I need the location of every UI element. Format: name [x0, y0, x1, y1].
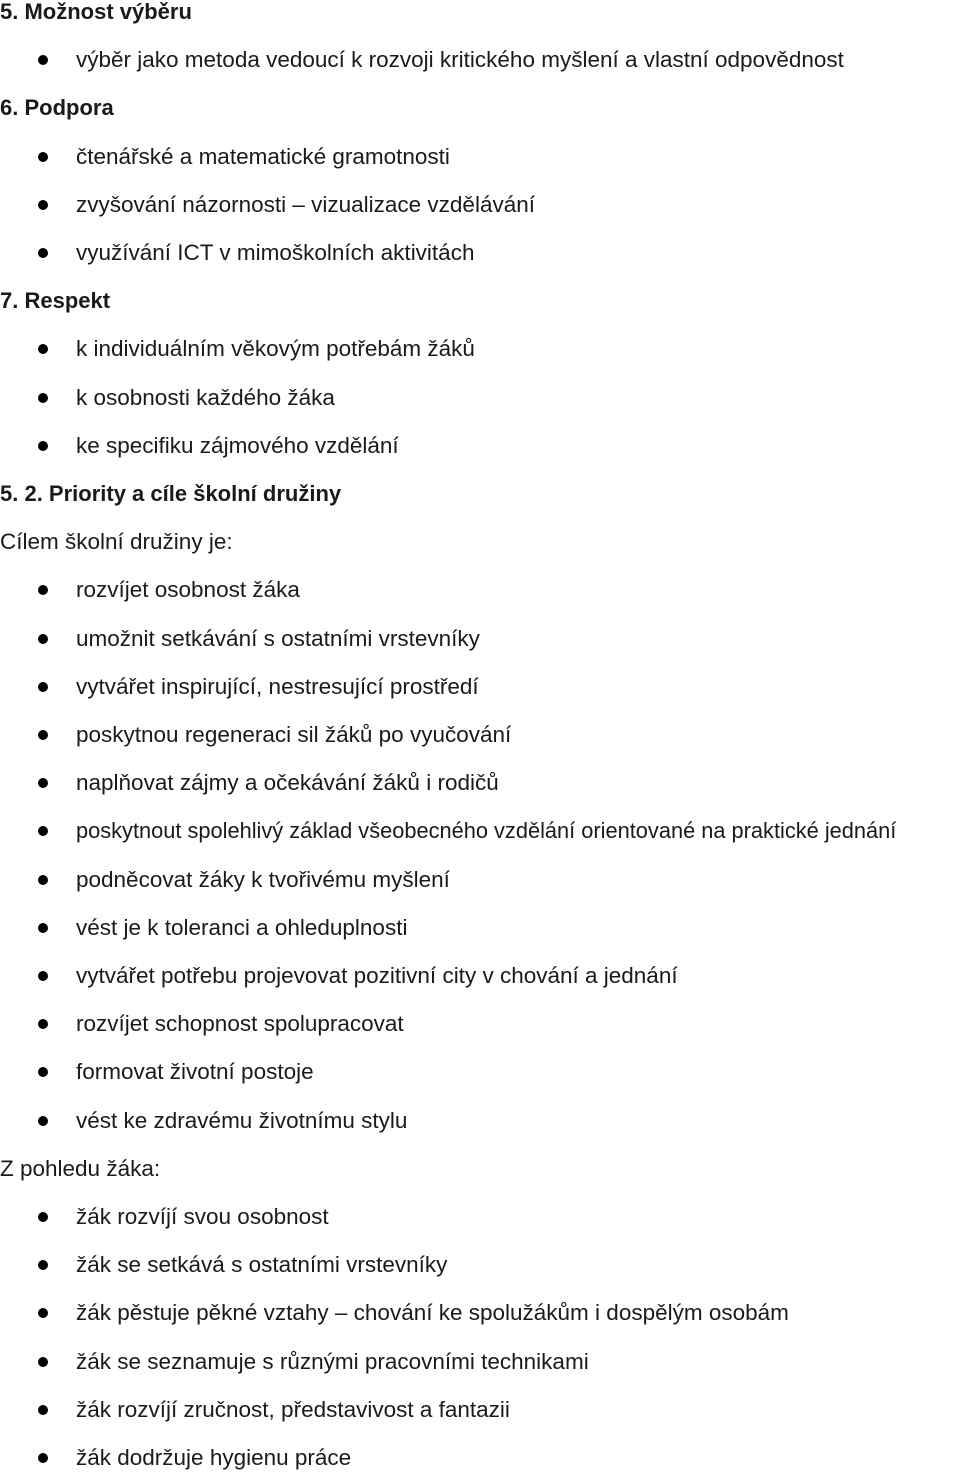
bullet-icon	[38, 200, 48, 210]
bullet-icon	[38, 971, 48, 981]
list-item-text: žák rozvíjí zručnost, představivost a fantazii	[76, 1397, 510, 1422]
list-item-text: poskytnout spolehlivý základ všeobecného vzdělání orientované na praktické jednání	[76, 818, 897, 843]
bullet-icon	[38, 1308, 48, 1318]
list-item-text: naplňovat zájmy a očekávání žáků i rodičů	[76, 770, 499, 795]
bullet-icon	[38, 55, 48, 65]
bullet-icon	[38, 875, 48, 885]
bullet-icon	[38, 248, 48, 258]
list-item-text: žák dodržuje hygienu práce	[76, 1445, 352, 1470]
bullet-icon	[38, 778, 48, 788]
list-item-text: čtenářské a matematické gramotnosti	[76, 144, 450, 169]
list-item-text: vést je k toleranci a ohleduplnosti	[76, 915, 408, 940]
section-heading: 6. Podpora	[0, 95, 114, 120]
list-item-text: k osobnosti každého žáka	[76, 385, 335, 410]
bullet-icon	[38, 152, 48, 162]
bullet-icon	[38, 1067, 48, 1077]
bullet-icon	[38, 1212, 48, 1222]
bullet-icon	[38, 441, 48, 451]
list-item-text: k individuálním věkovým potřebám žáků	[76, 336, 475, 361]
bullet-icon	[38, 1260, 48, 1270]
list-item-text: ke specifiku zájmového vzdělání	[76, 433, 399, 458]
bullet-icon	[38, 1019, 48, 1029]
section-heading: 5. 2. Priority a cíle školní družiny	[0, 481, 342, 506]
bullet-icon	[38, 1405, 48, 1415]
bullet-icon	[38, 344, 48, 354]
list-item-text: žák se setkává s ostatními vrstevníky	[76, 1252, 448, 1277]
list-item-text: vést ke zdravému životnímu stylu	[76, 1108, 408, 1133]
list-item-text: umožnit setkávání s ostatními vrstevníky	[76, 626, 480, 651]
bullet-icon	[38, 1357, 48, 1367]
section-heading: 5. Možnost výběru	[0, 0, 192, 24]
bullet-icon	[38, 1453, 48, 1463]
list-item-text: rozvíjet schopnost spolupracovat	[76, 1011, 404, 1036]
list-item-text: žák rozvíjí svou osobnost	[76, 1204, 329, 1229]
section-heading: 7. Respekt	[0, 288, 111, 313]
paragraph-text: Cílem školní družiny je:	[0, 529, 233, 554]
bullet-icon	[38, 585, 48, 595]
list-item-text: vytvářet inspirující, nestresující prostředí	[76, 674, 479, 699]
list-item-text: rozvíjet osobnost žáka	[76, 577, 300, 602]
bullet-icon	[38, 826, 48, 836]
list-item-text: výběr jako metoda vedoucí k rozvoji kritického myšlení a vlastní odpovědnost	[76, 47, 844, 72]
list-item-text: žák pěstuje pěkné vztahy – chování ke spolužákům i dospělým osobám	[76, 1300, 789, 1325]
list-item-text: podněcovat žáky k tvořivému myšlení	[76, 867, 450, 892]
bullet-icon	[38, 1116, 48, 1126]
paragraph-text: Z pohledu žáka:	[0, 1156, 161, 1181]
bullet-icon	[38, 393, 48, 403]
list-item-text: využívání ICT v mimoškolních aktivitách	[76, 240, 475, 265]
list-item-text: formovat životní postoje	[76, 1059, 314, 1084]
list-item-text: poskytnou regeneraci sil žáků po vyučování	[76, 722, 512, 747]
list-item-text: zvyšování názornosti – vizualizace vzdělávání	[76, 192, 535, 217]
list-item-text: žák se seznamuje s různými pracovními technikami	[76, 1349, 589, 1374]
list-item-text: vytvářet potřebu projevovat pozitivní city v chování a jednání	[76, 963, 678, 988]
bullet-icon	[38, 634, 48, 644]
bullet-icon	[38, 682, 48, 692]
bullet-icon	[38, 923, 48, 933]
bullet-icon	[38, 730, 48, 740]
